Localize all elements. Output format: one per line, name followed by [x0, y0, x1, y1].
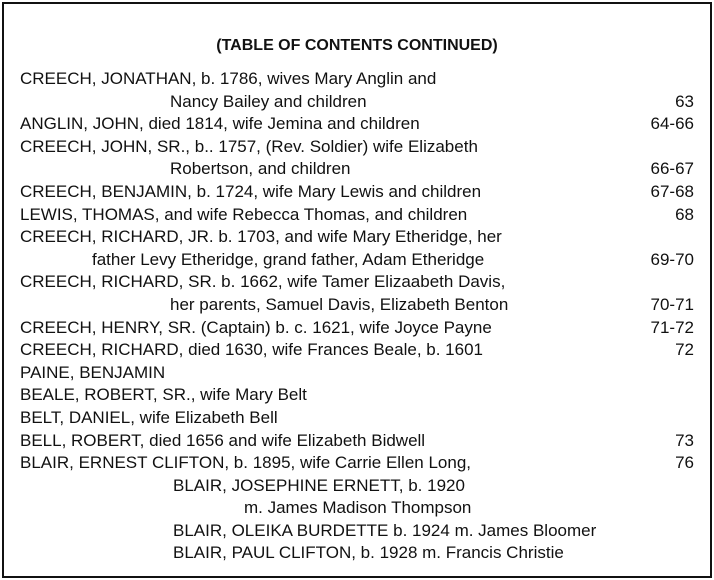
entry-text: CREECH, RICHARD, JR. b. 1703, and wife Mary Etheridge, her [20, 227, 502, 247]
toc-line [0, 452, 714, 475]
entry-page: 68 [675, 204, 694, 224]
entry-text: BELT, DANIEL, wife Elizabeth Bell [20, 407, 278, 427]
toc-line [0, 430, 714, 453]
entry-page: 76 [675, 453, 694, 473]
entry-text: m. James Madison Thompson [244, 498, 472, 518]
toc-line [0, 475, 714, 498]
entry-text: BLAIR, ERNEST CLIFTON, b. 1895, wife Carrie Ellen Long, [20, 453, 472, 473]
entry-text: CREECH, RICHARD, died 1630, wife Frances Beale, b. 1601 [20, 340, 483, 360]
entry-page: 63 [675, 91, 694, 111]
toc-line [0, 91, 714, 114]
toc-line [0, 339, 714, 362]
toc-line [0, 317, 714, 340]
entry-text: CREECH, JOHN, SR., b.. 1757, (Rev. Soldier) wife Elizabeth [20, 136, 478, 156]
entry-text: CREECH, RICHARD, SR. b. 1662, wife Tamer Elizaabeth Davis, [20, 272, 506, 292]
entry-page: 70-71 [650, 294, 694, 314]
entry-page: 72 [675, 340, 694, 360]
toc-line [0, 113, 714, 136]
entry-page: 66-67 [650, 159, 694, 179]
toc-line [0, 497, 714, 520]
toc-line [0, 158, 714, 181]
entry-text: CREECH, BENJAMIN, b. 1724, wife Mary Lewis and children [20, 181, 482, 201]
entry-text: BEALE, ROBERT, SR., wife Mary Belt [20, 385, 307, 405]
toc-entries [0, 68, 714, 565]
entry-text: BELL, ROBERT, died 1656 and wife Elizabeth Bidwell [20, 430, 426, 450]
toc-line [0, 136, 714, 159]
entry-text: BLAIR, PAUL CLIFTON, b. 1928 m. Francis Christie [173, 543, 564, 563]
entry-text: Robertson, and children [170, 159, 351, 179]
toc-line [0, 362, 714, 385]
toc-line [0, 407, 714, 430]
toc-line [0, 542, 714, 565]
toc-line [0, 520, 714, 543]
entry-text: her parents, Samuel Davis, Elizabeth Benton [170, 294, 509, 314]
entry-page: 71-72 [650, 317, 694, 337]
toc-title: (TABLE OF CONTENTS CONTINUED) [216, 37, 498, 54]
entry-text: LEWIS, THOMAS, and wife Rebecca Thomas, and children [20, 204, 468, 224]
entry-page: 67-68 [650, 181, 694, 201]
toc-line [0, 271, 714, 294]
toc-line [0, 384, 714, 407]
entry-text: CREECH, JONATHAN, b. 1786, wives Mary Anglin and [20, 69, 437, 88]
entry-page: 64-66 [650, 114, 694, 134]
toc-line [0, 249, 714, 272]
entry-text: PAINE, BENJAMIN [20, 362, 166, 382]
toc-line [0, 68, 714, 91]
entry-text: father Levy Etheridge, grand father, Adam Etheridge [92, 249, 485, 269]
entry-page: 73 [675, 430, 694, 450]
entry-page: 69-70 [650, 249, 694, 269]
toc-line [0, 226, 714, 249]
toc-line [0, 181, 714, 204]
toc-line [0, 204, 714, 227]
entry-text: Nancy Bailey and children [170, 91, 367, 111]
entry-text: BLAIR, JOSEPHINE ERNETT, b. 1920 [173, 475, 465, 495]
entry-text: BLAIR, OLEIKA BURDETTE b. 1924 m. James Bloomer [173, 520, 597, 540]
toc-line [0, 294, 714, 317]
entry-text: CREECH, HENRY, SR. (Captain) b. c. 1621, wife Joyce Payne [20, 317, 492, 337]
entry-text: ANGLIN, JOHN, died 1814, wife Jemina and children [20, 114, 420, 134]
